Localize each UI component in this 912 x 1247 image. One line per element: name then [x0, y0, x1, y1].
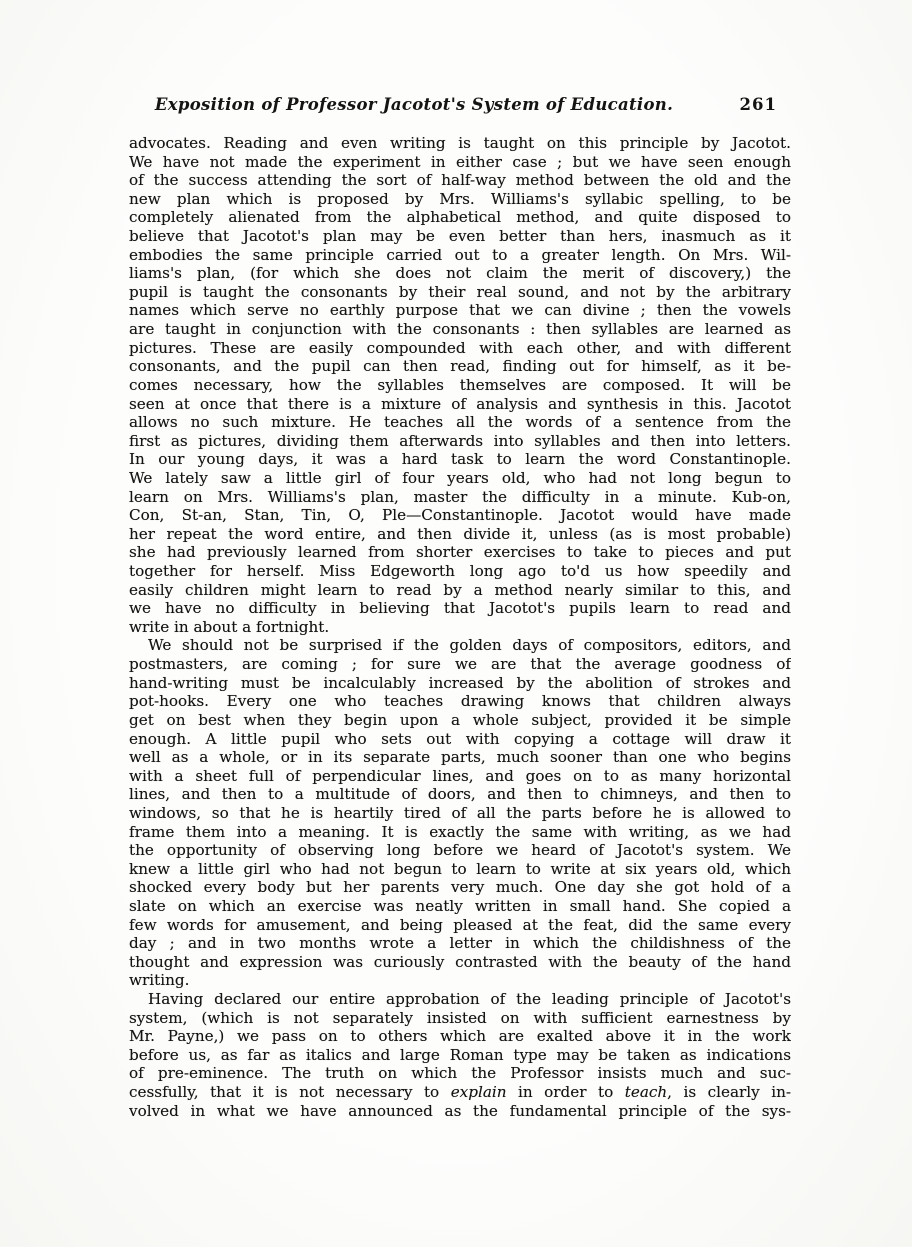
- text-line: names which serve no earthly purpose that we can divine ; then the vowels: [129, 301, 791, 320]
- text-line: seen at once that there is a mixture of analysis and synthesis in this. Jacotot: [129, 394, 791, 413]
- text-line: pictures. These are easily compounded with each other, and with different: [129, 338, 791, 357]
- text-line: first as pictures, dividing them afterwards into syllables and then into letters.: [129, 431, 791, 450]
- text-line: shocked every body but her parents very much. One day she got hold of a: [129, 878, 791, 897]
- text-line: she had previously learned from shorter exercises to take to pieces and put: [129, 543, 791, 562]
- text-line: of pre-eminence. The truth on which the Professor insists much and suc-: [129, 1064, 791, 1083]
- text-line: embodies the same principle carried out to a greater length. On Mrs. Wil-: [129, 245, 791, 264]
- running-header: [129, 95, 791, 117]
- text-line: completely alienated from the alphabetical method, and quite disposed to: [129, 208, 791, 227]
- text-line: windows, so that he is heartily tired of all the parts before he is allowed to: [129, 803, 791, 822]
- page-body: [129, 134, 791, 1120]
- text-segment: , is clearly in-: [667, 1083, 791, 1102]
- text-line: get on best when they begin upon a whole subject, provided it be simple: [129, 710, 791, 729]
- text-line: the opportunity of observing long before we heard of Jacotot's system. We: [129, 841, 791, 860]
- text-line: before us, as far as italics and large Roman type may be taken as indications: [129, 1045, 791, 1064]
- emphasized-text: teach: [624, 1083, 668, 1102]
- text-line: day ; and in two months wrote a letter in which the childishness of the: [129, 934, 791, 953]
- text-line: of the success attending the sort of half-way method between the old and the: [129, 171, 791, 190]
- text-line: comes necessary, how the syllables themselves are composed. It will be: [129, 375, 791, 394]
- text-line: frame them into a meaning. It is exactly the same with writing, as we had: [129, 822, 791, 841]
- text-line: Having declared our entire approbation of the leading principle of Jacotot's: [148, 990, 791, 1009]
- text-line: few words for amusement, and being pleased at the feat, did the same every: [129, 915, 791, 934]
- emphasized-text: explain: [450, 1083, 507, 1102]
- text-line: volved in what we have announced as the fundamental principle of the sys-: [129, 1101, 791, 1120]
- text-line: learn on Mrs. Williams's plan, master the difficulty in a minute. Kub-on,: [129, 487, 791, 506]
- page-header-title: Exposition of Professor Jacotot's System of Education.: [154, 95, 674, 114]
- text-line: pupil is taught the consonants by their real sound, and not by the arbitrary: [129, 282, 791, 301]
- text-line: knew a little girl who had not begun to learn to write at six years old, which: [129, 859, 791, 878]
- text-line: lines, and then to a multitude of doors, and then to chimneys, and then to: [129, 785, 791, 804]
- text-line: writing.: [129, 971, 190, 990]
- text-line: We lately saw a little girl of four years old, who had not long begun to: [129, 468, 791, 487]
- text-line: consonants, and the pupil can then read, finding out for himself, as it be-: [129, 357, 791, 376]
- text-line: easily children might learn to read by a method nearly similar to this, and: [129, 580, 791, 599]
- text-line: with a sheet full of perpendicular lines, and goes on to as many horizontal: [129, 766, 791, 785]
- text-segment: in order to: [506, 1083, 625, 1102]
- text-segment: cessfully, that it is not necessary to: [129, 1083, 451, 1102]
- text-line: slate on which an exercise was neatly written in small hand. She copied a: [129, 896, 791, 915]
- paragraph: [129, 990, 791, 1120]
- text-line: thought and expression was curiously contrasted with the beauty of the hand: [129, 952, 791, 971]
- text-line: together for herself. Miss Edgeworth long ago to'd us how speedily and: [129, 562, 791, 581]
- text-line: are taught in conjunction with the consonants : then syllables are learned as: [129, 320, 791, 339]
- text-line: well as a whole, or in its separate parts, much sooner than one who begins: [129, 748, 791, 767]
- text-line: We have not made the experiment in either case ; but we have seen enough: [129, 152, 791, 171]
- text-line: believe that Jacotot's plan may be even better than hers, inasmuch as it: [129, 227, 791, 246]
- paragraph: [129, 134, 791, 636]
- text-line: liams's plan, (for which she does not claim the merit of discovery,) the: [129, 264, 791, 283]
- text-line: write in about a fortnight.: [129, 617, 330, 636]
- text-line: advocates. Reading and even writing is taught on this principle by Jacotot.: [129, 134, 791, 152]
- paragraph: [129, 636, 791, 990]
- text-line: Con, St-an, Stan, Tin, O, Ple—Constantinople. Jacotot would have made: [129, 506, 791, 525]
- text-line: postmasters, are coming ; for sure we are that the average goodness of: [129, 655, 791, 674]
- text-line: We should not be surprised if the golden days of compositors, editors, and: [148, 636, 791, 655]
- text-line: Mr. Payne,) we pass on to others which are exalted above it in the work: [129, 1027, 791, 1046]
- text-line: [129, 1083, 791, 1102]
- text-line: her repeat the word entire, and then divide it, unless (as is most probable): [129, 524, 791, 543]
- text-line: hand-writing must be incalculably increased by the abolition of strokes and: [129, 673, 791, 692]
- text-line: we have no difficulty in believing that Jacotot's pupils learn to read and: [129, 599, 791, 618]
- text-line: system, (which is not separately insisted on with sufficient earnestness by: [129, 1008, 791, 1027]
- text-line: enough. A little pupil who sets out with copying a cottage will draw it: [129, 729, 791, 748]
- page-number: 261: [739, 95, 777, 114]
- text-line: In our young days, it was a hard task to learn the word Constantinople.: [129, 450, 791, 469]
- text-line: new plan which is proposed by Mrs. Williams's syllabic spelling, to be: [129, 189, 791, 208]
- text-line: allows no such mixture. He teaches all the words of a sentence from the: [129, 413, 791, 432]
- text-line: pot-hooks. Every one who teaches drawing knows that children always: [129, 692, 791, 711]
